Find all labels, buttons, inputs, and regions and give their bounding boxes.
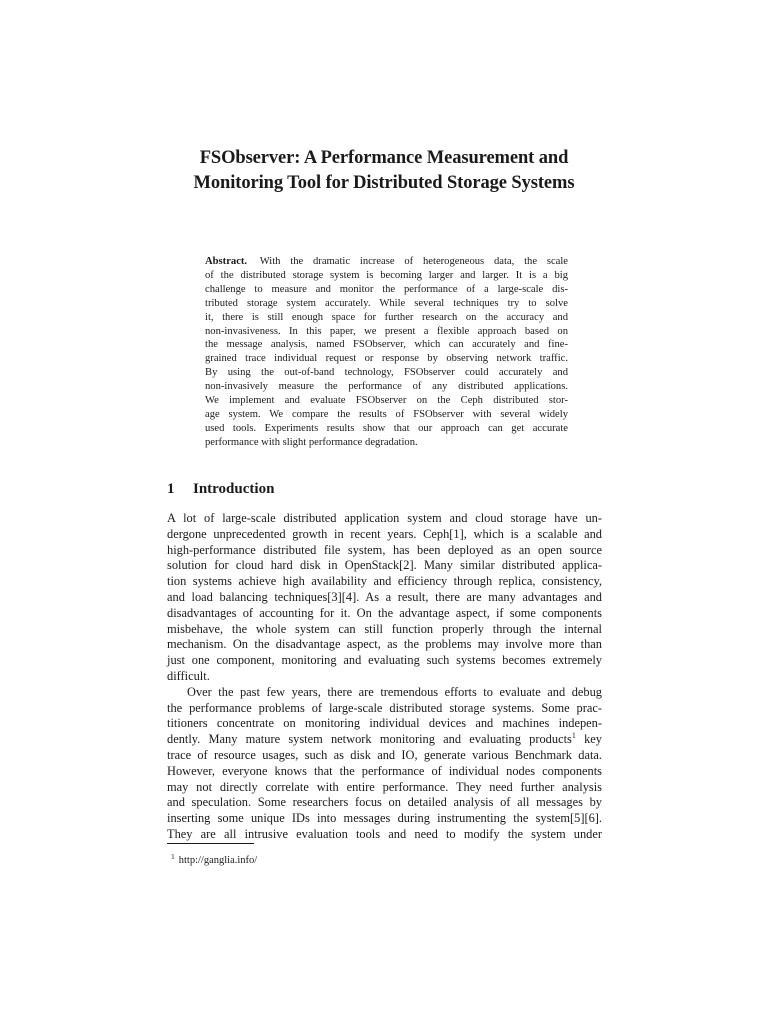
title-line: Monitoring Tool for Distributed Storage Systems (193, 173, 575, 193)
body-line: mechanism. On the disadvantage aspect, as the problems may involve more than (167, 637, 602, 652)
abstract-text: With the dramatic increase of heterogeneous data, the scale (259, 256, 568, 267)
body-text-segment: key (575, 732, 602, 747)
title-line: FSObserver: A Performance Measurement and (199, 148, 569, 168)
footnote-reference: 1 (571, 731, 576, 741)
abstract-line: grained trace individual request or response by observing network traffic. (205, 353, 568, 365)
body-line: titioners concentrate on monitoring individual devices and machines indepen- (167, 716, 602, 731)
body-line: However, everyone knows that the performance of individual nodes components (167, 763, 602, 778)
body-line: solution for cloud hard disk in OpenStack[2]. Many similar distributed applica- (167, 558, 602, 573)
abstract-line: non-invasively measure the performance of any distributed applications. (205, 381, 568, 393)
abstract-line: challenge to measure and monitor the performance of a large-scale dis- (205, 283, 568, 295)
body-line: Over the past few years, there are tremendous efforts to evaluate and debug (187, 684, 602, 699)
abstract-line: tributed storage system accurately. While several techniques try to solve (205, 297, 568, 309)
abstract-line (205, 255, 568, 269)
abstract-line: By using the out-of-band technology, FSObserver could accurately and (205, 367, 568, 379)
section-number: 1 (167, 481, 175, 497)
paragraph (167, 685, 602, 843)
body-line: high-performance distributed file system, has been deployed as an open source (167, 542, 602, 557)
body-line: trace of resource usages, such as disk and IO, generate various Benchmark data. (167, 747, 602, 762)
body-line: the performance problems of large-scale distributed storage systems. Some prac- (167, 700, 602, 715)
abstract-line: used tools. Experiments results show that our approach can get accurate (205, 422, 568, 434)
body-line: and load balancing techniques[3][4]. As a result, there are many advantages and (167, 589, 602, 604)
abstract-line: age system. We compare the results of FSObserver with several widely (205, 408, 568, 420)
footnote-divider (167, 843, 254, 844)
abstract-line: We implement and evaluate FSObserver on the Ceph distributed stor- (205, 395, 568, 407)
body-line: may not directly correlate with entire performance. They need further analysis (167, 779, 602, 794)
body-line: and speculation. Some researchers focus on detailed analysis of all messages by (167, 795, 602, 810)
abstract-line: non-invasiveness. In this paper, we present a flexible approach based on (205, 325, 568, 337)
abstract-label: Abstract. (205, 256, 248, 267)
body-line: inserting some unique IDs into messages during instrumenting the system[5][6]. (167, 811, 602, 826)
body-line: misbehave, the whole system can still function properly through the internal (167, 621, 602, 636)
abstract (205, 255, 568, 450)
paragraph (167, 511, 602, 685)
body-line: just one component, monitoring and evaluating such systems becomes extremely (167, 653, 602, 668)
paper-title (150, 146, 618, 196)
body-line: tion systems achieve high availability and efficiency through replica, consistency, (167, 574, 602, 589)
body-line: They are all intrusive evaluation tools and need to modify the system under (167, 826, 602, 841)
body-text-segment: dently. Many mature system network monitoring and evaluating products (167, 732, 572, 747)
section-title: Introduction (193, 481, 275, 497)
body-line: A lot of large-scale distributed application system and cloud storage have un- (167, 511, 602, 525)
body-line: dergone unprecedented growth in recent years. Ceph[1], which is a scalable and (167, 526, 602, 541)
body-line (167, 732, 602, 748)
abstract-line: it, there is still enough space for further research on the accuracy and (205, 311, 568, 323)
footnote-mark: 1 (171, 852, 175, 861)
body-line: difficult. (167, 668, 210, 683)
footnote-link[interactable]: http://ganglia.info/ (178, 855, 258, 866)
introduction-body (167, 511, 602, 843)
body-line: disadvantages of accounting for it. On the advantage aspect, if some components (167, 605, 602, 620)
abstract-line: the message analysis, named FSObserver, which can accurately and fine- (205, 339, 568, 351)
section-heading (167, 479, 567, 499)
abstract-line: of the distributed storage system is becoming larger and larger. It is a big (205, 269, 568, 281)
abstract-line: performance with slight performance degradation. (205, 436, 418, 448)
footnote (171, 850, 257, 867)
